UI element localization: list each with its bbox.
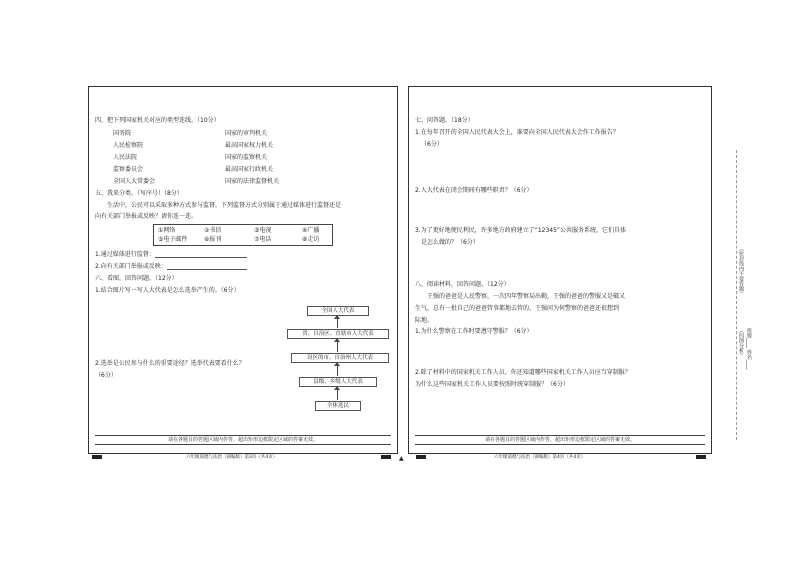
question-8-title: 八、阅读材料，回答问题。（12分）: [415, 281, 510, 288]
diagram-arrow-2: [334, 338, 340, 342]
option-5: ⑤电子邮件: [158, 236, 188, 243]
type-highest-administrative: 最高国家行政机关: [225, 166, 274, 173]
question-5-text-line2: 向有关部门举报或反映？请你连一连。: [95, 213, 198, 220]
org-npc-standing-committee: 全国人大常委会: [113, 178, 156, 185]
org-guowuyuan: 国务院: [113, 130, 132, 137]
option-2: ②书信: [204, 227, 222, 234]
seal-dashed-line: [736, 150, 737, 440]
question-5-title: 五、我来分类。（写序号）（8分）: [95, 190, 183, 197]
org-procuratorate: 人民检察院: [113, 142, 144, 149]
question-7-1-line2: （6分）: [421, 141, 443, 148]
option-4: ④广播: [302, 227, 320, 234]
question-6-2-line2: （6分）: [95, 372, 117, 379]
left-answer-page: [88, 86, 398, 454]
diagram-arrow-4: [334, 386, 340, 390]
diagram-provincial-npc: 省、自治区、直辖市人大代表: [287, 329, 389, 339]
option-3: ③电视: [254, 227, 272, 234]
fill-report: [95, 263, 247, 270]
question-6-2-line1: 2.选举是公民参与什么的重要途径？选举代表要看什么？: [95, 360, 245, 367]
option-7: ⑦电话: [254, 236, 272, 243]
right-corner-mark: [696, 455, 706, 459]
option-8: ⑧走访: [302, 236, 320, 243]
left-inner-corner-mark: [381, 455, 391, 459]
diagram-arrow-3: [334, 362, 340, 366]
question-7-2: 2.人大代表在闭会期间有哪些职责？（6分）: [415, 187, 533, 194]
option-1: ①网络: [158, 227, 176, 234]
fill-media-blank[interactable]: [155, 251, 247, 258]
material-line1: 王强的爸爸是人民警察，一次四年警察局出勤，王强的爸爸的警服又是破又: [427, 293, 626, 300]
sidebar-seal-label: （密封线内不要答题）: [738, 246, 744, 296]
right-footer-notice: 请在各题目的答题区域内作答，超出矩形边框限定区域的答案无效。: [415, 435, 705, 445]
option-6: ⑥报刊: [204, 236, 222, 243]
question-8-1: 1.为什么警察在工作时要遵守警服？（6分）: [415, 328, 533, 335]
type-supervisory: 国家的监察机关: [225, 154, 268, 161]
options-box: [153, 224, 333, 246]
diagram-national-npc: 全国人大代表: [307, 306, 369, 316]
question-8-2-line1: 2.除了材料中的国家机关工作人员，你还知道哪些国家机关工作人员应当穿制服？: [415, 369, 631, 376]
type-judicial: 国家的审判机关: [225, 130, 268, 137]
question-7-1-line1: 1.在每年召开的全国人民代表大会上，谁要向全国人民代表大会作工作报告？: [415, 129, 619, 136]
diagram-all-voters: 全体选民: [315, 401, 361, 411]
question-8-2-line2: 为什么这些国家机关工作人员要按照时统穿制服？（6分）: [415, 381, 569, 388]
question-7-title: 七、问答题。（18分）: [415, 117, 474, 124]
question-4-title: 四、把下列国家机关对应的类型连线。（10分）: [95, 117, 220, 124]
question-6-1: 1.结合图片写一写人大代表是怎么选举产生的。（6分）: [95, 287, 240, 294]
fill-report-blank[interactable]: [167, 263, 247, 270]
sidebar-student-info: 班级____ 姓名____: [746, 328, 752, 370]
type-highest-power: 最高国家权力机关: [225, 142, 274, 149]
type-legal-supervision: 国家的法律监督机关: [225, 178, 280, 185]
question-6-title: 六、看图，回答问题。（12分）: [95, 275, 178, 282]
fill-report-label: 2.向有关部门举报或反映：: [95, 263, 167, 270]
fill-media-supervision: [95, 251, 247, 258]
sidebar-label-2: （四图分析）: [738, 328, 744, 358]
diagram-city-npc: 设区的市、自治州人大代表: [291, 353, 389, 363]
right-page-number: 六年级道德与法治（部编版）第4页（共4页）: [494, 455, 586, 460]
material-line2: 生气，总有一批自己的爸爸管事都地去管的，王强问为何警察的爸爸还很想到: [415, 305, 620, 312]
left-corner-mark: [92, 455, 102, 459]
question-7-3-line2: 是怎么做的？（6分）: [421, 239, 479, 246]
question-5-text-line1: 生活中，公民可以采取多种方式参与监督。下列监督方式分别属于通过媒体进行监督还是: [107, 202, 342, 209]
diagram-county-npc: 县级、乡级人大代表: [299, 377, 377, 387]
left-footer-notice: 请在各题目的答题区域内作答，超出矩形边框限定区域的答案无效。: [95, 435, 391, 445]
fill-media-label: 1.通过媒体进行监督：: [95, 251, 155, 258]
center-triangle-icon: ▲: [399, 455, 404, 462]
org-supervision-commission: 监察委员会: [113, 166, 144, 173]
question-7-3-line1: 3.为了更好地便民利民，许多地方政府建立了“12345”公共服务系统，它们具体: [415, 227, 627, 234]
right-inner-corner-mark: [416, 455, 426, 459]
right-answer-page: [408, 86, 712, 454]
left-page-number: 六年级道德与法治（部编版）第3页（共4页）: [186, 455, 278, 460]
binding-sidebar: [722, 150, 752, 440]
material-line3: 际地。: [415, 317, 434, 324]
org-court: 人民法院: [113, 154, 138, 161]
diagram-arrow-1: [334, 315, 340, 319]
